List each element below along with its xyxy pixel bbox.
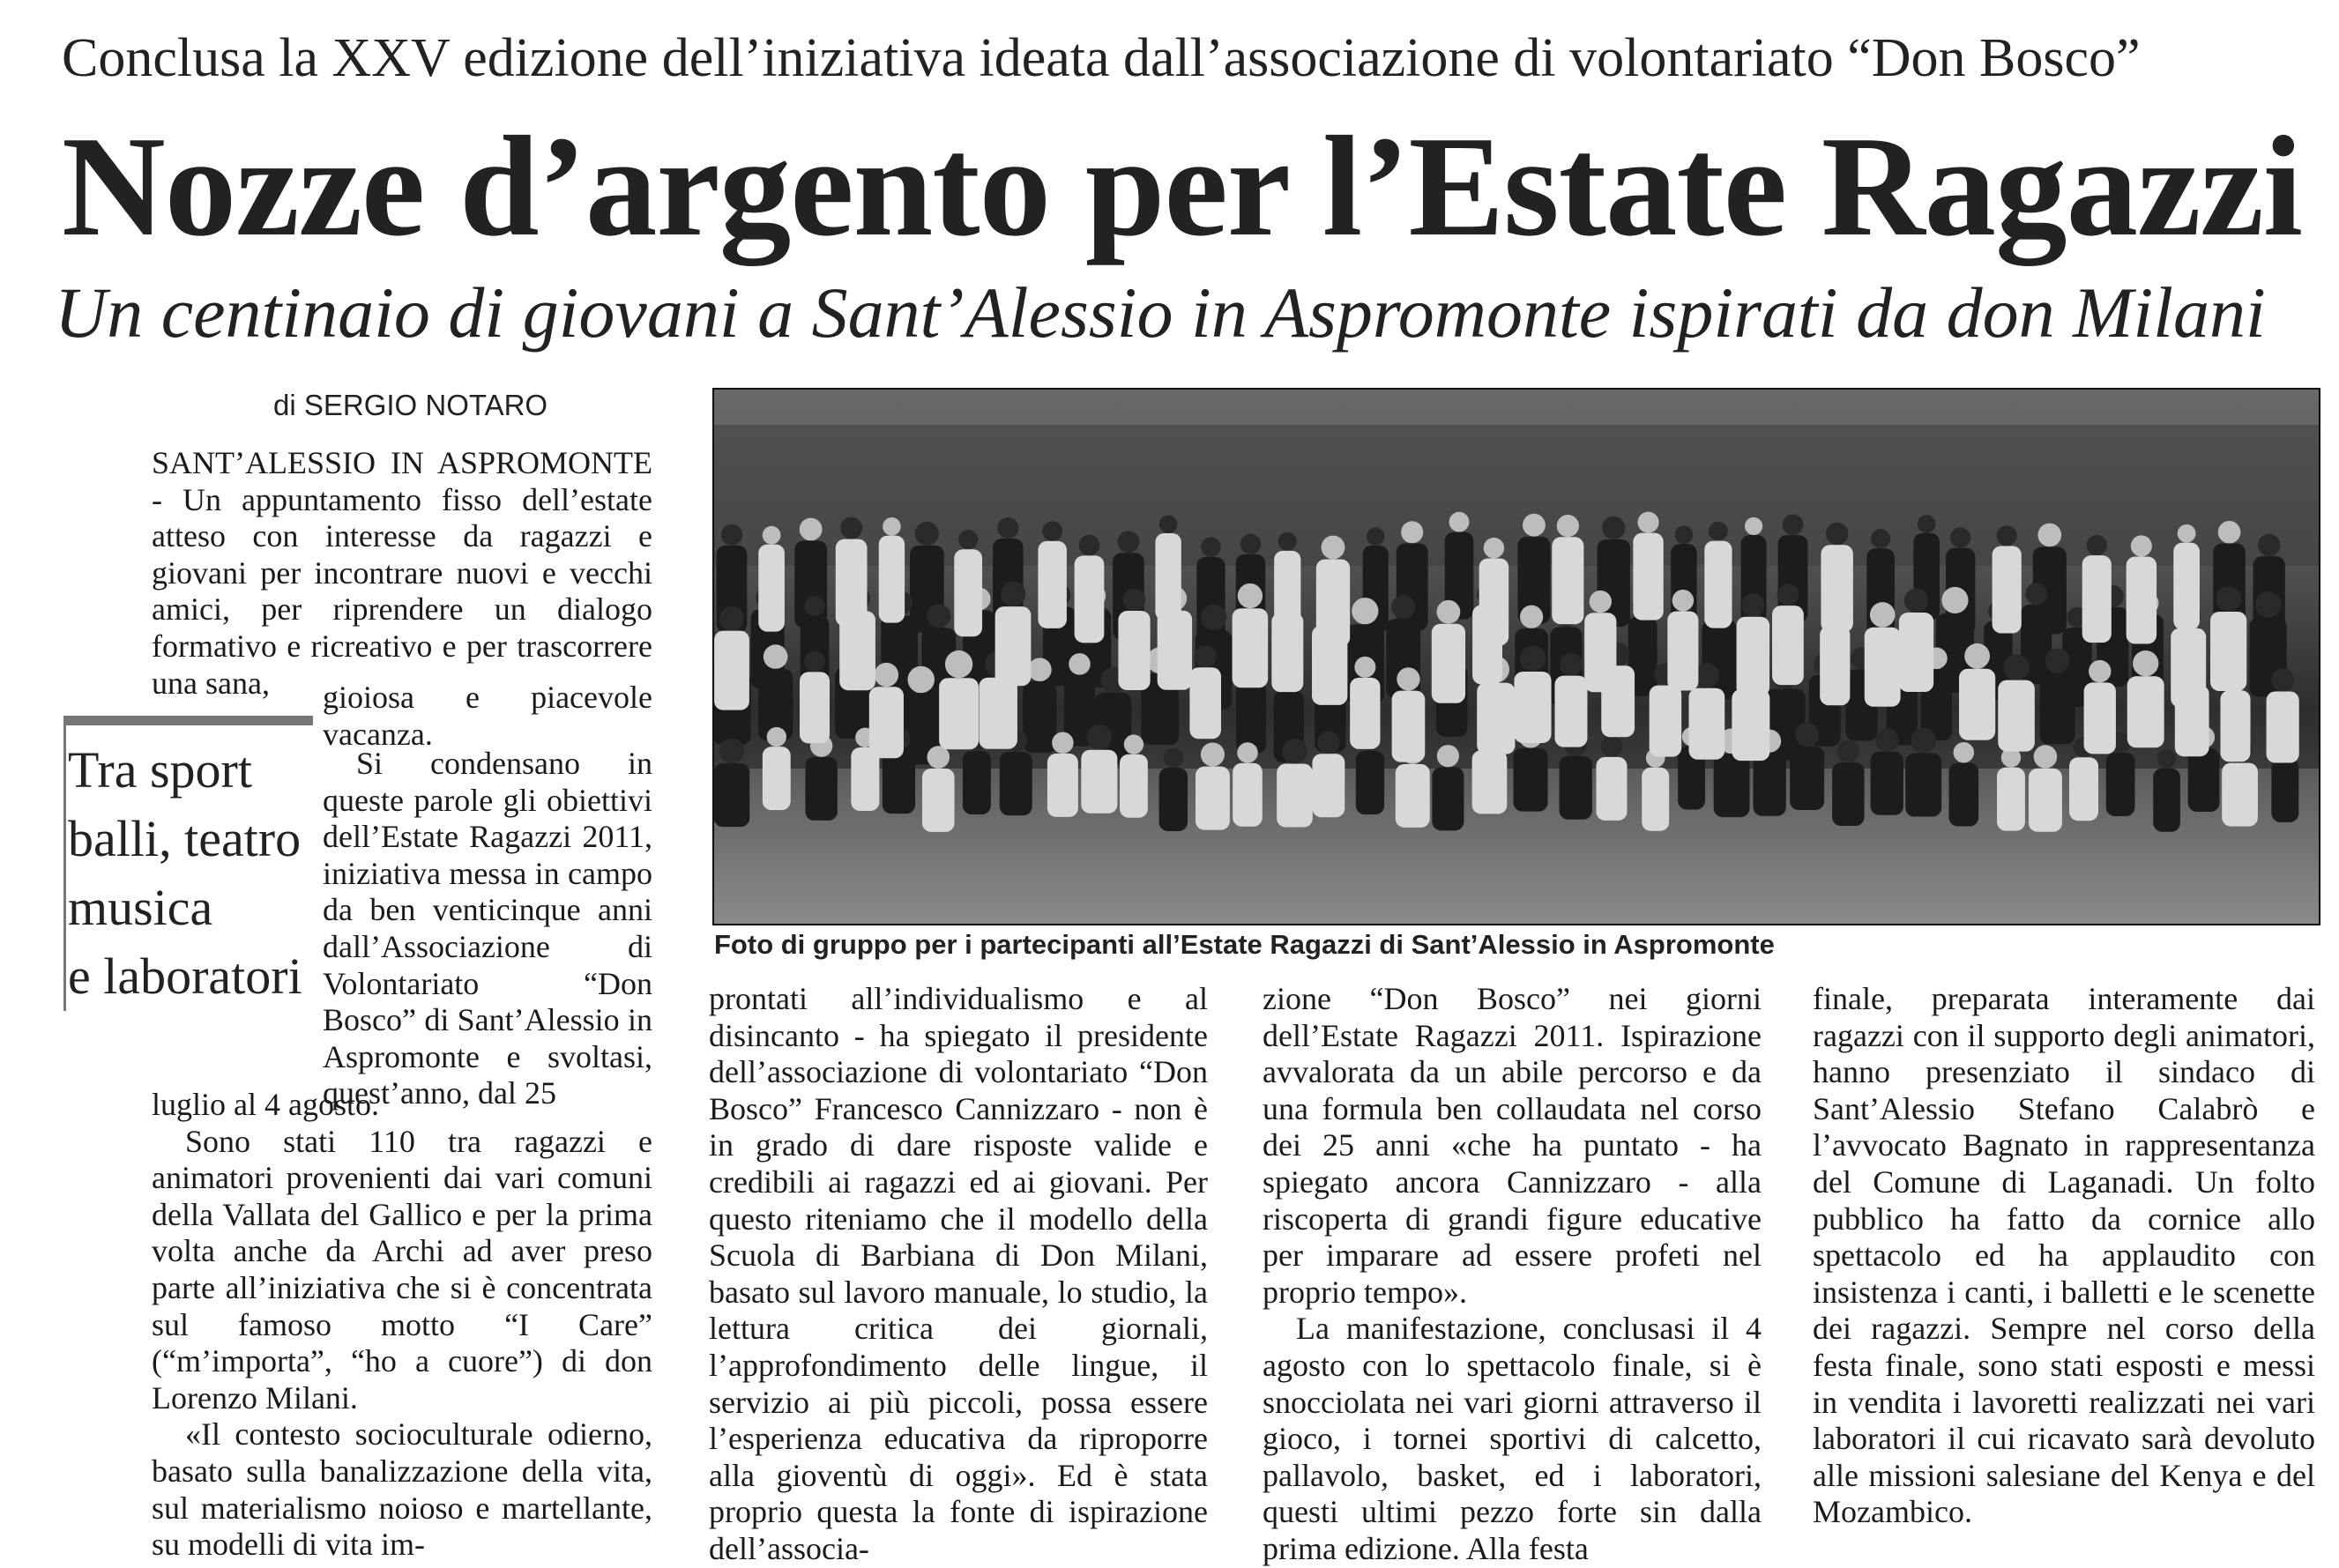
group-photo <box>712 388 2320 925</box>
crowd-head <box>1675 526 1694 545</box>
crowd-body <box>2127 676 2164 747</box>
crowd-body <box>2267 692 2299 763</box>
crowd-head <box>2025 583 2047 605</box>
crowd-body <box>1432 767 1464 830</box>
crowd-body <box>1472 750 1508 814</box>
crowd-head <box>1201 742 1225 766</box>
crowd-head <box>1322 536 1345 560</box>
crowd-body <box>2040 673 2075 744</box>
paragraph-objectives-end: luglio al 4 agosto. <box>152 1087 379 1122</box>
group-photo-image <box>714 390 2319 924</box>
crowd-head <box>2004 654 2030 680</box>
crowd-head <box>1904 589 1929 613</box>
crowd-head <box>721 524 742 546</box>
crowd-body <box>2175 685 2209 756</box>
crowd-head <box>875 663 898 687</box>
crowd-head <box>1870 602 1896 628</box>
paragraph-inspiration: zione “Don Bosco” nei giorni dell’Estate Ragazzi 2011. Ispirazione avvalorata da un abile percorso e da una formula ben collaudata nel corso dei 25 anni «che ha puntato - ha spiegato ancora Cannizzaro - alla riscoperta di grandi figure educative per imparare ad essere profeti nel proprio tempo». <box>1263 981 1762 1310</box>
crowd-body <box>851 747 879 811</box>
crowd-head <box>2218 521 2241 544</box>
article-column-2 <box>709 981 1208 1568</box>
crowd-head <box>1954 742 1974 762</box>
crowd-body <box>1350 678 1380 749</box>
crowd-body <box>2222 763 2258 827</box>
crowd-head <box>1560 653 1583 676</box>
crowd-body <box>1155 533 1181 621</box>
crowd-body <box>1688 688 1724 760</box>
crowd-body <box>1158 611 1192 690</box>
crowd-head <box>1601 735 1623 757</box>
crowd-body <box>1432 624 1465 703</box>
crowd-body <box>1997 768 2025 831</box>
crowd-body <box>1023 681 1056 753</box>
crowd-head <box>1964 643 1990 669</box>
crowd-body <box>883 750 915 814</box>
crowd-head <box>1278 532 1297 551</box>
crowd-head <box>1638 512 1659 533</box>
crowd-body <box>1118 611 1150 690</box>
crowd-body <box>1821 545 1852 632</box>
article-column-1-lead-end <box>323 680 652 753</box>
crowd-body <box>1396 764 1430 828</box>
crowd-body <box>1650 686 1682 757</box>
crowd-body <box>1233 763 1263 827</box>
crowd-body <box>1552 537 1583 624</box>
crowd-head <box>1520 646 1546 672</box>
crowd-head <box>927 604 950 628</box>
crowd-body <box>2153 769 2180 832</box>
crowd-body <box>2029 769 2062 832</box>
crowd-head <box>1079 535 1100 556</box>
crowd-head <box>1397 667 1419 690</box>
crowd-head <box>958 530 978 549</box>
paragraph-quote-start: «Il contesto socioculturale odierno, basato sulla banalizzazione della vita, sul materialismo noioso e martellante, su modelli di vita im- <box>152 1416 652 1563</box>
crowd-head <box>2133 650 2158 676</box>
crowd-head <box>883 517 901 536</box>
crowd-head <box>1911 728 1936 754</box>
crowd-body <box>1233 608 1269 687</box>
crowd-head <box>1826 523 1849 546</box>
crowd-head <box>1997 525 2017 546</box>
crowd-body <box>758 545 785 632</box>
article-column-1-lead <box>152 445 652 702</box>
crowd-body <box>1959 669 1995 740</box>
crowd-body <box>1312 626 1347 705</box>
crowd-head <box>1391 595 1415 619</box>
headline: Nozze d’argento per l’Estate Ragazzi <box>62 108 2303 266</box>
crowd-head <box>804 651 825 673</box>
crowd-head <box>805 596 825 616</box>
crowd-body <box>2106 753 2135 816</box>
crowd-head <box>767 727 786 747</box>
paragraph-event: La manifestazione, conclusasi il 4 agosto con lo spettacolo finale, si è snocciolata nei vari giorni attraverso il gioco, i tornei sportivi di calcetto, pallavolo, basket, ed i laboratori, questi ultimi pezzo forte sin dalla prima edizione. Alla festa <box>1263 1311 1762 1566</box>
article-column-4 <box>1813 981 2315 1531</box>
crowd-body <box>1949 762 1979 826</box>
crowd-body <box>1754 753 1786 816</box>
byline: di SERGIO NOTARO <box>273 389 548 421</box>
paragraph-objectives: Si condensano in queste parole gli obiettivi dell’Estate Ragazzi 2011, iniziativa messa in campo da ben venticinque anni dall’Associazione di Volontariato “Don Bosco” di Sant’Alessio in Aspromonte e svoltasi, quest’anno, dal 25 <box>323 746 652 1111</box>
crowd-head <box>1069 653 1091 675</box>
crowd-head <box>1028 658 1052 681</box>
crowd-head <box>1950 527 1970 547</box>
crowd-body <box>1633 533 1663 621</box>
crowd-head <box>1602 516 1625 539</box>
crowd-body <box>2069 757 2098 821</box>
crowd-body <box>1189 667 1221 739</box>
crowd-body <box>1038 541 1066 628</box>
crowd-head <box>1875 729 1898 752</box>
crowd-head <box>1352 598 1378 624</box>
photo-caption: Foto di gruppo per i partecipanti all’Estate Ragazzi di Sant’Alessio in Aspromonte <box>714 929 1775 960</box>
crowd-body <box>1120 754 1148 818</box>
crowd-body <box>1047 754 1078 817</box>
crowd-head <box>1918 515 1936 533</box>
crowd-body <box>879 536 905 623</box>
crowd-head <box>1124 734 1143 754</box>
crowd-head <box>1745 517 1762 535</box>
crowd-head <box>997 517 1018 539</box>
crowd-head <box>1741 593 1764 616</box>
crowd-body <box>1196 767 1230 830</box>
crowd-body <box>1737 617 1770 696</box>
crowd-head <box>2258 534 2280 556</box>
crowd-head <box>1052 732 1073 753</box>
article-column-3 <box>1263 981 1762 1568</box>
crowd-body <box>1601 665 1635 737</box>
crowd-body <box>1081 750 1117 814</box>
crowd-body <box>995 606 1032 686</box>
crowd-head <box>2178 524 2196 543</box>
crowd-head <box>763 526 781 545</box>
crowd-body <box>1075 555 1105 643</box>
article-column-1-narrow <box>323 746 652 1112</box>
lead-paragraph-end: gioiosa e piacevole vacanza. <box>323 680 652 752</box>
crowd-head <box>1282 739 1307 763</box>
crowd-body <box>1312 754 1345 817</box>
crowd-head <box>1437 745 1459 767</box>
crowd-head <box>915 522 939 546</box>
crowd-head <box>1117 531 1139 553</box>
pull-quote-line: balli, teatro <box>68 810 302 867</box>
crowd-head <box>945 650 972 678</box>
crowd-body <box>1865 628 1901 707</box>
crowd-body <box>1998 680 2035 752</box>
crowd-body <box>1772 606 1804 685</box>
article-column-1-bottom <box>152 1087 652 1564</box>
crowd-body <box>2082 555 2112 643</box>
crowd-head <box>1777 583 1799 606</box>
crowd-body <box>1472 605 1502 684</box>
crowd-body <box>714 763 749 827</box>
crowd-body <box>839 611 875 690</box>
crowd-head <box>2087 535 2107 555</box>
crowd-head <box>1123 589 1145 611</box>
crowd-body <box>869 687 904 758</box>
crowd-head <box>2157 749 2176 768</box>
crowd-head <box>840 517 862 539</box>
crowd-head <box>1317 731 1340 754</box>
crowd-body <box>2173 543 2200 630</box>
kicker: Conclusa la XXV edizione dell’iniziativa ideata dall’associazione di volontariato “Don Bosco” <box>62 28 2141 88</box>
crowd-body <box>805 757 837 821</box>
crowd-head <box>2045 649 2070 673</box>
crowd-body <box>2271 759 2298 822</box>
crowd-head <box>907 666 935 694</box>
pull-quote-line: Tra sport <box>68 741 252 799</box>
crowd-body <box>1871 752 1903 815</box>
crowd-body <box>2127 557 2156 644</box>
crowd-head <box>719 739 744 763</box>
crowd-body <box>800 672 830 743</box>
crowd-body <box>1356 751 1384 814</box>
crowd-head <box>1557 515 1579 537</box>
paragraph-finale: finale, preparata interamente dai ragazzi con il supporto degli animatori, hanno presenziato il sindaco di Sant’Alessio Stefano Calabrò e l’avvocato Bagnato in rappresentanza del Comune di Laganadi. Un folto pubblico ha fatto da cornice allo spettacolo ed ha applaudito con insistenza i canti, i balletti e le scenette dei ragazzi. Sempre nel corso della festa finale, sono stati esposti e messi in vendita i lavoretti realizzati nei vari laboratori il cui ricavato sarà devoluto alle missioni salesiane del Kenya e del Mozambico. <box>1813 981 2315 1530</box>
crowd-body <box>1271 613 1303 692</box>
crowd-body <box>1732 689 1769 761</box>
crowd-head <box>1437 600 1461 624</box>
crowd-body <box>1236 682 1266 754</box>
crowd-head <box>1201 605 1226 630</box>
crowd-body <box>979 678 1017 749</box>
crowd-body <box>1704 541 1732 628</box>
pull-quote-line: musica <box>68 879 213 936</box>
crowd-head <box>1709 522 1728 541</box>
crowd-head <box>2131 535 2152 556</box>
crowd-body <box>714 631 749 710</box>
crowd-body <box>1596 757 1627 821</box>
crowd-body <box>1899 613 1933 692</box>
crowd-head <box>1240 533 1261 554</box>
crowd-body <box>2188 748 2220 812</box>
crowd-body <box>1514 672 1551 743</box>
crowd-body <box>1000 752 1032 815</box>
pull-quote <box>63 716 313 1011</box>
crowd-head <box>1672 590 1695 612</box>
crowd-head <box>719 606 744 631</box>
crowd-body <box>1514 748 1548 812</box>
crowd-head <box>2255 591 2282 618</box>
crowd-body <box>2210 612 2246 691</box>
crowd-head <box>1367 527 1384 545</box>
crowd-head <box>1449 512 1470 532</box>
paragraph-president-quote: prontati all’individualismo e al disincanto - ha spiegato il presidente dell’associazione di volontariato “Don Bosco” Francesco Cannizzaro - non è in grado di dare risposte valide e credibili ai ragazzi ed ai giovani. Per questo riteniamo che il modello della Scuola di Barbiana di Don Milani, basato sul lavoro manuale, lo studio, la lettura critica dei giornali, l’approfondimento delle lingue, il servizio ai più piccoli, possa essere l’esperienza educativa da riproporre alla gioventù di oggi». Ed è stata proprio questa la fonte di ispirazione dell’associa- <box>709 981 1208 1566</box>
crowd-body <box>1905 753 1941 816</box>
crowd-body <box>763 747 791 810</box>
crowd-body <box>954 549 982 636</box>
crowd-body <box>939 678 979 749</box>
lead-paragraph: SANT’ALESSIO IN ASPROMONTE - Un appuntamento fisso dell’estate atteso con interesse da ragazzi e giovani per incontrare nuovi e vecchi amici, per riprendere un dialogo formativo e ricreativo e per trascorrere una sana, <box>152 445 652 701</box>
crowd-head <box>1520 606 1543 628</box>
crowd-head <box>1795 723 1819 747</box>
crowd-head <box>2216 586 2241 612</box>
paragraph-participants: Sono stati 110 tra ragazzi e animatori provenienti dai vari comuni della Vallata del Gallico e per la prima volta anche da Archi ad aver preso parte all’iniziativa che si è concentrata sul famoso motto “I Care” (“m’importa”, “ho a cuore”) di don Lorenzo Milani. <box>152 1123 652 1416</box>
crowd-body <box>1477 683 1515 754</box>
crowd-body <box>1714 754 1750 817</box>
crowd-head <box>1401 521 1423 543</box>
crowd-head <box>1590 591 1612 613</box>
crowd-head <box>1354 657 1375 678</box>
crowd-head <box>1837 740 1860 763</box>
crowd-body <box>1667 612 1698 691</box>
crowd-head <box>2089 660 2111 682</box>
crowd-head <box>2271 668 2294 691</box>
crowd-head <box>764 644 788 669</box>
crowd-head <box>1159 515 1178 533</box>
crowd-head <box>1086 725 1112 750</box>
crowd-head <box>1238 583 1263 608</box>
crowd-head <box>1042 521 1062 541</box>
crowd-head <box>2037 524 2061 547</box>
crowd-body <box>963 751 991 814</box>
crowd-head <box>2034 745 2058 769</box>
crowd-body <box>1392 691 1426 762</box>
crowd-body <box>1642 768 1669 831</box>
crowd-body <box>1993 546 2022 633</box>
crowd-body <box>1832 762 1864 826</box>
crowd-head <box>1871 529 1890 548</box>
crowd-body <box>1790 747 1824 810</box>
crowd-body <box>922 769 955 832</box>
crowd-head <box>1163 747 1183 768</box>
crowd-head <box>1484 538 1504 558</box>
pull-quote-line: e laboratori <box>68 947 302 1005</box>
crowd-head <box>1523 514 1546 537</box>
subheadline: Un centinaio di giovani a Sant’Alessio in Aspromonte ispirati da don Milani <box>55 272 2266 353</box>
crowd-head <box>1195 645 1217 667</box>
crowd-head <box>1941 587 1968 613</box>
crowd-body <box>1159 768 1188 831</box>
crowd-body <box>2084 682 2116 754</box>
crowd-body <box>1560 756 1592 820</box>
crowd-body <box>1554 676 1587 747</box>
crowd-head <box>800 518 823 541</box>
crowd-body <box>1277 764 1313 828</box>
crowd-head <box>1001 582 1026 607</box>
crowd-body <box>1820 626 1850 705</box>
crowd-head <box>1237 742 1258 763</box>
crowd-head <box>1783 514 1804 535</box>
crowd-body <box>2220 690 2250 762</box>
crowd-head <box>1201 537 1221 557</box>
